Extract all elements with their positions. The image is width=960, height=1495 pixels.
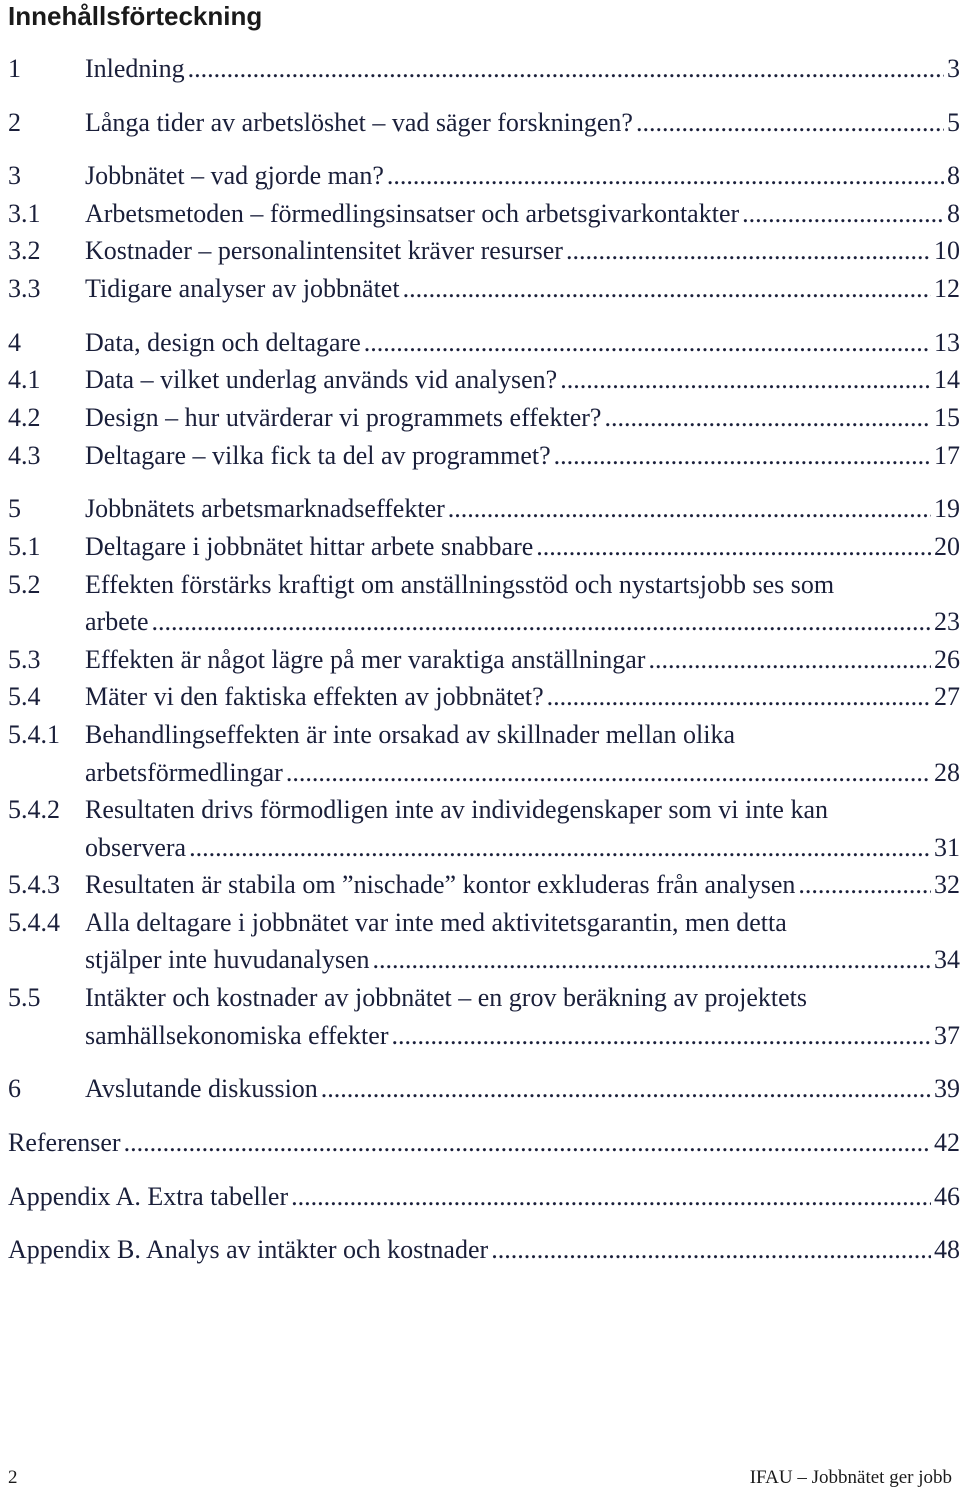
- toc-entry-number: 4.3: [8, 441, 41, 470]
- toc-entry-page: 5: [947, 108, 960, 137]
- toc-entry-title: Deltagare i jobbnätet hittar arbete snabbare: [85, 532, 534, 561]
- toc-entry-number: 5.4.2: [8, 795, 60, 824]
- toc-entry-number: 3.3: [8, 274, 41, 303]
- toc-entry-number: 5: [8, 494, 21, 523]
- dot-leader: [364, 325, 931, 361]
- toc-entry-page: 13: [934, 328, 960, 357]
- dot-leader: [604, 400, 931, 436]
- toc-entry-title: Behandlingseffekten är inte orsakad av skillnader mellan olika: [85, 720, 736, 749]
- toc-entry-appendix-a[interactable]: [8, 1179, 960, 1215]
- toc-entry-title: Data – vilket underlag används vid analysen?: [85, 365, 558, 394]
- dot-leader: [291, 1179, 931, 1215]
- toc-entry-page: 28: [934, 758, 960, 787]
- toc-entry-title: Referenser: [8, 1128, 121, 1157]
- toc-entry-number: 6: [8, 1074, 21, 1103]
- toc-entry-page: 10: [934, 236, 960, 265]
- toc-heading: Innehållsförteckning: [8, 1, 263, 31]
- dot-leader: [391, 1018, 931, 1054]
- toc-entry-title: Effekten förstärks kraftigt om anställningsstöd och nystartsjobb ses som: [85, 570, 835, 599]
- toc-entry-number: 3: [8, 161, 21, 190]
- toc-entry-title-continued: arbete: [85, 607, 149, 636]
- toc-entry-number: 3.1: [8, 199, 41, 228]
- toc-entry-title: Avslutande diskussion: [85, 1074, 318, 1103]
- toc-entry[interactable]: [8, 717, 960, 753]
- toc-entry[interactable]: [8, 196, 960, 232]
- dot-leader: [124, 1125, 931, 1161]
- toc-entry-page: 37: [934, 1021, 960, 1050]
- dot-leader: [403, 271, 931, 307]
- toc-entry[interactable]: [8, 400, 960, 436]
- dot-leader: [152, 604, 931, 640]
- toc-entry-number: 1: [8, 54, 21, 83]
- toc-entry-title-continued: stjälper inte huvudanalysen: [85, 945, 370, 974]
- toc-entry-title-continued: samhällsekonomiska effekter: [85, 1021, 389, 1050]
- toc-entry-title: Jobbnätet – vad gjorde man?: [85, 161, 384, 190]
- toc-entry-page: 14: [934, 365, 960, 394]
- toc-entry-title: Inledning: [85, 54, 185, 83]
- toc-entry-number: 5.4.4: [8, 908, 60, 937]
- toc-entry[interactable]: [8, 642, 960, 678]
- toc-entry-title: Resultaten är stabila om ”nischade” kontor exkluderas från analysen: [85, 870, 796, 899]
- toc-entry-page: 34: [934, 945, 960, 974]
- toc-entry-title: Jobbnätets arbetsmarknadseffekter: [85, 494, 445, 523]
- toc-entry-title: Data, design och deltagare: [85, 328, 361, 357]
- toc-entry-number: 5.4.3: [8, 870, 60, 899]
- dot-leader: [636, 105, 944, 141]
- toc-entry-title: Deltagare – vilka fick ta del av programmet?: [85, 441, 551, 470]
- toc-entry[interactable]: [8, 158, 960, 194]
- toc-entry[interactable]: [8, 51, 960, 87]
- toc-entry-number: 3.2: [8, 236, 41, 265]
- toc-entry[interactable]: [8, 905, 960, 941]
- toc-entry-title: Tidigare analyser av jobbnätet: [85, 274, 400, 303]
- toc-entry[interactable]: [8, 980, 960, 1016]
- toc-entry-page: 27: [934, 682, 960, 711]
- toc-entry-continuation[interactable]: [8, 942, 960, 978]
- footer-page-number: 2: [8, 1467, 18, 1488]
- toc-entry[interactable]: [8, 105, 960, 141]
- toc-entry[interactable]: [8, 233, 960, 269]
- toc-entry-page: 31: [934, 833, 960, 862]
- dot-leader: [448, 491, 931, 527]
- dot-leader: [566, 233, 931, 269]
- toc-entry[interactable]: [8, 491, 960, 527]
- toc-entry-number: 5.5: [8, 983, 41, 1012]
- dot-leader: [560, 362, 931, 398]
- toc-entry-continuation[interactable]: [8, 1018, 960, 1054]
- toc-entry-number: 2: [8, 108, 21, 137]
- toc-entry-number: 5.1: [8, 532, 41, 561]
- toc-entry-number: 5.3: [8, 645, 41, 674]
- toc-entry-page: 42: [934, 1128, 960, 1157]
- toc-entry-page: 15: [934, 403, 960, 432]
- dot-leader: [536, 529, 931, 565]
- toc-entry[interactable]: [8, 271, 960, 307]
- dot-leader: [554, 438, 931, 474]
- toc-entry-page: 8: [947, 161, 960, 190]
- toc-entry-number: 4.2: [8, 403, 41, 432]
- toc-entry-number: 4.1: [8, 365, 41, 394]
- toc-entry-number: 5.4.1: [8, 720, 60, 749]
- toc-entry-title: Intäkter och kostnader av jobbnätet – en grov beräkning av projektets: [85, 983, 807, 1012]
- toc-entry-title-continued: arbetsförmedlingar: [85, 758, 283, 787]
- toc-entry[interactable]: [8, 867, 960, 903]
- dot-leader: [798, 867, 931, 903]
- toc-entry-title: Kostnader – personalintensitet kräver resurser: [85, 236, 563, 265]
- toc-entry[interactable]: [8, 792, 960, 828]
- toc-entry-page: 46: [934, 1182, 960, 1211]
- toc-entry-number: 5.2: [8, 570, 41, 599]
- toc-entry-page: 12: [934, 274, 960, 303]
- toc-entry-appendix-b[interactable]: [8, 1232, 960, 1268]
- toc-entry-number: 5.4: [8, 682, 41, 711]
- toc-entry-title: Appendix B. Analys av intäkter och kostnader: [8, 1235, 489, 1264]
- dot-leader: [491, 1232, 931, 1268]
- toc-entry[interactable]: [8, 1071, 960, 1107]
- toc-entry-title: Mäter vi den faktiska effekten av jobbnätet?: [85, 682, 544, 711]
- toc-entry-title: Alla deltagare i jobbnätet var inte med aktivitetsgarantin, men detta: [85, 908, 787, 937]
- toc-entry-page: 8: [947, 199, 960, 228]
- toc-entry-page: 39: [934, 1074, 960, 1103]
- toc-entry-title: Långa tider av arbetslöshet – vad säger forskningen?: [85, 108, 633, 137]
- toc-entry-continuation[interactable]: [8, 604, 960, 640]
- toc-entry[interactable]: [8, 529, 960, 565]
- toc-entry-referenser[interactable]: [8, 1125, 960, 1161]
- toc-entry-continuation[interactable]: [8, 755, 960, 791]
- toc-entry-title: Design – hur utvärderar vi programmets effekter?: [85, 403, 602, 432]
- toc-entry-title: Appendix A. Extra tabeller: [8, 1182, 289, 1211]
- toc-entry-title-continued: observera: [85, 833, 187, 862]
- toc-entry-page: 23: [934, 607, 960, 636]
- toc-entry-page: 26: [934, 645, 960, 674]
- dot-leader: [321, 1071, 931, 1107]
- toc-entry-title: Resultaten drivs förmodligen inte av individegenskaper som vi inte kan: [85, 795, 829, 824]
- toc-entry-page: 48: [934, 1235, 960, 1264]
- toc-entry-title: Arbetsmetoden – förmedlingsinsatser och arbetsgivarkontakter: [85, 199, 740, 228]
- toc-entry-page: 20: [934, 532, 960, 561]
- dot-leader: [188, 51, 944, 87]
- toc-entry[interactable]: [8, 438, 960, 474]
- dot-leader: [286, 755, 931, 791]
- toc-entry[interactable]: [8, 362, 960, 398]
- toc-entry[interactable]: [8, 567, 960, 603]
- dot-leader: [648, 642, 931, 678]
- dot-leader: [372, 942, 931, 978]
- dot-leader: [387, 158, 944, 194]
- toc-entry-title: Effekten är något lägre på mer varaktiga anställningar: [85, 645, 646, 674]
- toc-entry-page: 32: [934, 870, 960, 899]
- toc-entry-page: 19: [934, 494, 960, 523]
- toc-entry-number: 4: [8, 328, 21, 357]
- dot-leader: [547, 679, 931, 715]
- toc-entry-continuation[interactable]: [8, 830, 960, 866]
- dot-leader: [189, 830, 931, 866]
- toc-entry-page: 3: [947, 54, 960, 83]
- toc-entry[interactable]: [8, 325, 960, 361]
- footer-publication: IFAU – Jobbnätet ger jobb: [749, 1467, 952, 1488]
- toc-entry[interactable]: [8, 679, 960, 715]
- dot-leader: [742, 196, 944, 232]
- toc-entry-page: 17: [934, 441, 960, 470]
